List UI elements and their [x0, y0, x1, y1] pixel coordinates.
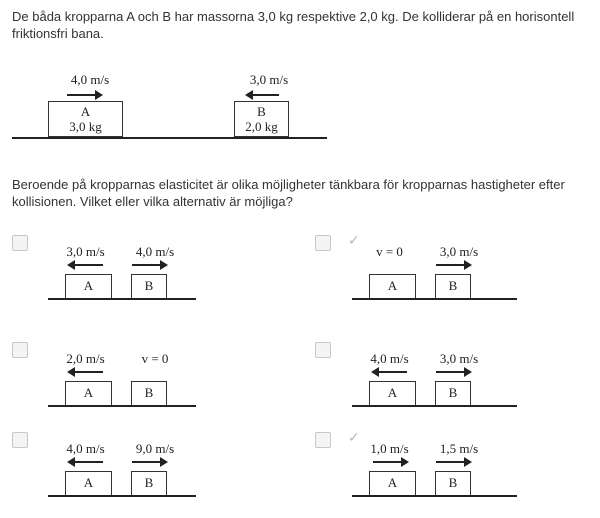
- right-arrow-icon: [373, 461, 407, 463]
- box-mass: 2,0 kg: [245, 119, 278, 134]
- option-box-b: B: [435, 274, 471, 299]
- question-line: kollisionen. Vilket eller vilka alternativ är möjliga?: [12, 194, 293, 209]
- option-b-velocity: v = 0: [141, 351, 169, 366]
- option-box-b: B: [131, 274, 167, 299]
- setup-box-a: [48, 101, 123, 137]
- option-box-b: B: [131, 471, 167, 496]
- setup-b-velocity: 3,0 m/s: [249, 72, 289, 87]
- ground-line: [48, 495, 196, 497]
- option-box-b: B: [435, 471, 471, 496]
- box-label: A: [80, 104, 91, 119]
- question-line: Beroende på kropparnas elasticitet är olika möjligheter tänkbara för kropparnas hastigheter efter: [12, 177, 565, 192]
- option-a-velocity: 1,0 m/s: [370, 441, 409, 456]
- question-text: [12, 176, 590, 210]
- option-box-a: A: [65, 381, 112, 406]
- left-arrow-icon: [69, 371, 103, 373]
- option-checkbox[interactable]: [315, 342, 331, 358]
- left-arrow-icon: [247, 94, 279, 96]
- option-box-a: A: [369, 471, 416, 496]
- setup-box-b: [234, 101, 289, 137]
- ground-line: [48, 298, 196, 300]
- option-checkbox[interactable]: [12, 342, 28, 358]
- right-arrow-icon: [67, 94, 101, 96]
- ground-line: [352, 298, 517, 300]
- option-checkbox[interactable]: [12, 235, 28, 251]
- option-b-velocity: 3,0 m/s: [439, 351, 479, 366]
- box-mass: 3,0 kg: [69, 119, 102, 134]
- option-box-a: A: [65, 471, 112, 496]
- left-arrow-icon: [69, 264, 103, 266]
- option-b-velocity: 3,0 m/s: [439, 244, 479, 259]
- option-box-a: A: [65, 274, 112, 299]
- option-checkbox[interactable]: [315, 432, 331, 448]
- option-a-velocity: v = 0: [376, 244, 403, 259]
- option-b-velocity: 4,0 m/s: [135, 244, 175, 259]
- box-label: B: [257, 104, 266, 119]
- right-arrow-icon: [436, 264, 470, 266]
- option-box-a: A: [369, 381, 416, 406]
- right-arrow-icon: [132, 264, 166, 266]
- option-box-a: A: [369, 274, 416, 299]
- option-checkbox[interactable]: [12, 432, 28, 448]
- option-box-b: B: [435, 381, 471, 406]
- option-checkbox[interactable]: [315, 235, 331, 251]
- right-arrow-icon: [436, 461, 470, 463]
- right-arrow-icon: [436, 371, 470, 373]
- right-arrow-icon: [132, 461, 166, 463]
- ground-line: [352, 405, 517, 407]
- option-a-velocity: 3,0 m/s: [66, 244, 105, 259]
- option-b-velocity: 1,5 m/s: [439, 441, 479, 456]
- left-arrow-icon: [69, 461, 103, 463]
- option-a-velocity: 4,0 m/s: [370, 351, 409, 366]
- intro-line: friktionsfri bana.: [12, 26, 104, 41]
- intro-line: De båda kropparna A och B har massorna 3,0 kg respektive 2,0 kg. De kolliderar på en horisontell: [12, 9, 575, 24]
- setup-diagram: [0, 0, 600, 150]
- option-a-velocity: 2,0 m/s: [66, 351, 105, 366]
- checkmark-icon: ✓: [348, 233, 360, 249]
- option-box-b: B: [131, 381, 167, 406]
- ground-line: [12, 137, 327, 139]
- setup-a-velocity: 4,0 m/s: [70, 72, 110, 87]
- option-a-velocity: 4,0 m/s: [66, 441, 105, 456]
- left-arrow-icon: [373, 371, 407, 373]
- option-b-velocity: 9,0 m/s: [135, 441, 175, 456]
- ground-line: [352, 495, 517, 497]
- checkmark-icon: ✓: [348, 430, 360, 446]
- ground-line: [48, 405, 196, 407]
